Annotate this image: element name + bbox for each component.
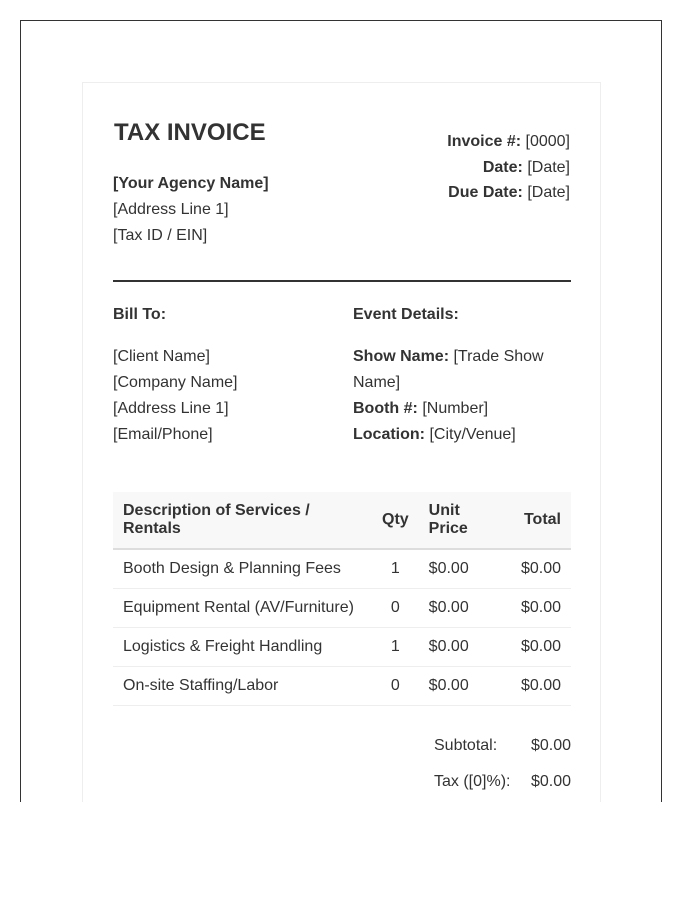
booth-row xyxy=(353,396,578,422)
agency-tax-id: [Tax ID / EIN] xyxy=(113,227,208,244)
document-frame xyxy=(20,20,662,802)
bill-to-heading: Bill To: xyxy=(113,306,167,323)
invoice-number-label: Invoice #: xyxy=(447,133,522,150)
invoice-sheet xyxy=(82,82,601,802)
item-qty: 1 xyxy=(372,627,419,666)
agency-name: [Your Agency Name] xyxy=(113,175,269,192)
agency-address: [Address Line 1] xyxy=(113,201,229,218)
item-description: Equipment Rental (AV/Furniture) xyxy=(113,588,372,627)
location-row xyxy=(353,422,578,448)
agency-block xyxy=(113,171,269,249)
invoice-number-row xyxy=(447,129,570,155)
client-name: [Client Name] xyxy=(113,348,210,365)
item-description: On-site Staffing/Labor xyxy=(113,666,372,705)
booth-label: Booth #: xyxy=(353,400,418,417)
subtotal-value: $0.00 xyxy=(530,737,571,754)
client-contact: [Email/Phone] xyxy=(113,426,213,443)
column-header-total: Total xyxy=(499,492,571,549)
totals-block xyxy=(434,728,571,800)
table-body xyxy=(113,549,571,705)
table-header xyxy=(113,492,571,549)
booth-value: [Number] xyxy=(422,400,489,417)
tax-row xyxy=(434,764,571,800)
item-unit-price: $0.00 xyxy=(419,588,499,627)
item-unit-price: $0.00 xyxy=(419,627,499,666)
tax-value: $0.00 xyxy=(530,773,571,790)
column-header-description: Description of Services / Rentals xyxy=(113,492,372,549)
tax-label: Tax ([0]%): xyxy=(434,773,511,790)
table-row xyxy=(113,549,571,588)
location-value: [City/Venue] xyxy=(429,426,516,443)
subtotal-label: Subtotal: xyxy=(434,737,498,754)
invoice-title: TAX INVOICE xyxy=(114,119,266,146)
item-description: Logistics & Freight Handling xyxy=(113,627,372,666)
due-date-row xyxy=(447,180,570,206)
show-name-label: Show Name: xyxy=(353,348,450,365)
table-row xyxy=(113,666,571,705)
item-unit-price: $0.00 xyxy=(419,666,499,705)
company-name: [Company Name] xyxy=(113,374,238,391)
item-qty: 0 xyxy=(372,588,419,627)
table-header-row xyxy=(113,492,571,549)
due-date-value: [Date] xyxy=(527,184,570,201)
item-qty: 1 xyxy=(372,549,419,588)
show-name-row xyxy=(353,344,578,396)
invoice-date-label: Date: xyxy=(482,158,523,176)
item-qty: 0 xyxy=(372,666,419,705)
invoice-meta xyxy=(447,129,570,206)
event-details-heading: Event Details: xyxy=(353,306,459,323)
due-date-label: Due Date: xyxy=(448,184,523,201)
item-total: $0.00 xyxy=(499,627,571,666)
line-items-table xyxy=(113,492,571,706)
column-header-unit-price: Unit Price xyxy=(419,492,499,549)
table-row xyxy=(113,627,571,666)
item-total: $0.00 xyxy=(499,549,571,588)
table-row xyxy=(113,588,571,627)
bill-to-block xyxy=(113,344,238,448)
item-description: Booth Design & Planning Fees xyxy=(113,549,372,588)
item-unit-price: $0.00 xyxy=(419,549,499,588)
invoice-number-value: [0000] xyxy=(525,133,570,150)
invoice-date-value: [Date] xyxy=(527,158,570,176)
column-header-qty: Qty xyxy=(372,492,419,549)
event-details-block xyxy=(353,344,578,448)
location-label: Location: xyxy=(353,426,425,443)
header-divider xyxy=(113,280,571,282)
show-name-value: [Trade Show Name] xyxy=(353,348,544,391)
item-total: $0.00 xyxy=(499,588,571,627)
invoice-date-row xyxy=(447,155,570,181)
client-address: [Address Line 1] xyxy=(113,400,229,417)
subtotal-row xyxy=(434,728,571,764)
item-total: $0.00 xyxy=(499,666,571,705)
